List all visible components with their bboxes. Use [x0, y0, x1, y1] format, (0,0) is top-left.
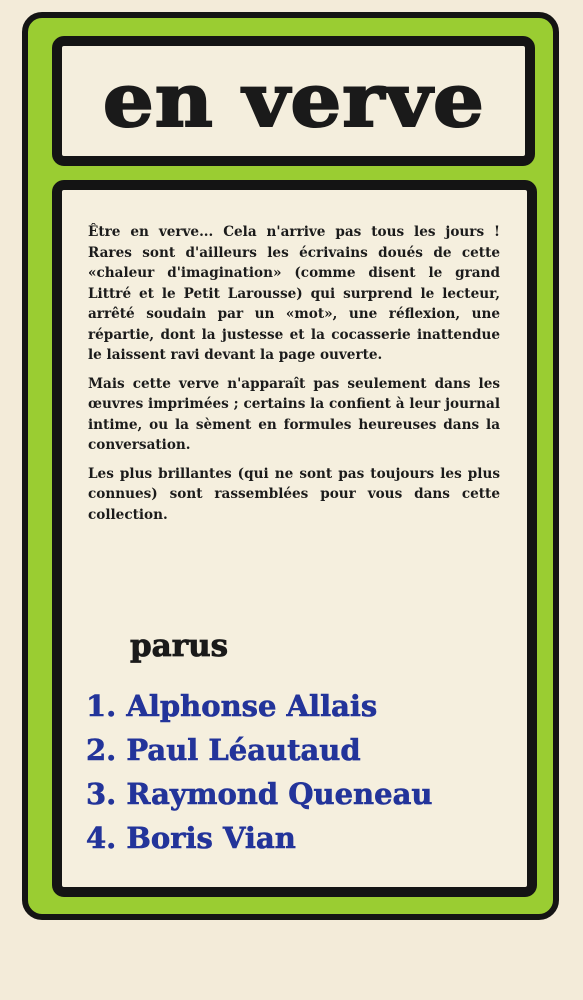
blurb [88, 222, 500, 533]
blurb-paragraph: Les plus brillantes (qui ne sont pas toujours les plus connues) sont rassemblées pour vous dans cette collection. [88, 465, 500, 523]
published-heading: parus [130, 628, 229, 664]
published-item: 3. Raymond Queneau [86, 777, 433, 811]
blurb-paragraph: Être en verve... Cela n'arrive pas tous les jours ! Rares sont d'ailleurs les écrivains doués de cette «chaleur d'imagination» (comme disent le grand Littré et le Petit Larousse) qui surprend le lecteur, arrêté soudain par un «mot», une réflexion, une répartie, dont la justesse et la cocasserie inattendue le laissent ravi devant la page ouverte. [88, 224, 500, 363]
collection-title: en verve [102, 58, 485, 144]
published-list [86, 684, 526, 860]
published-item: 1. Alphonse Allais [86, 689, 378, 723]
title-box [52, 36, 535, 166]
published-item: 4. Boris Vian [86, 821, 296, 855]
blurb-paragraph: Mais cette verve n'apparaît pas seulement dans les œuvres imprimées ; certains la confient à leur journal intime, ou la sèment en formules heureuses dans la conversation. [88, 375, 500, 453]
published-item: 2. Paul Léautaud [86, 733, 361, 767]
